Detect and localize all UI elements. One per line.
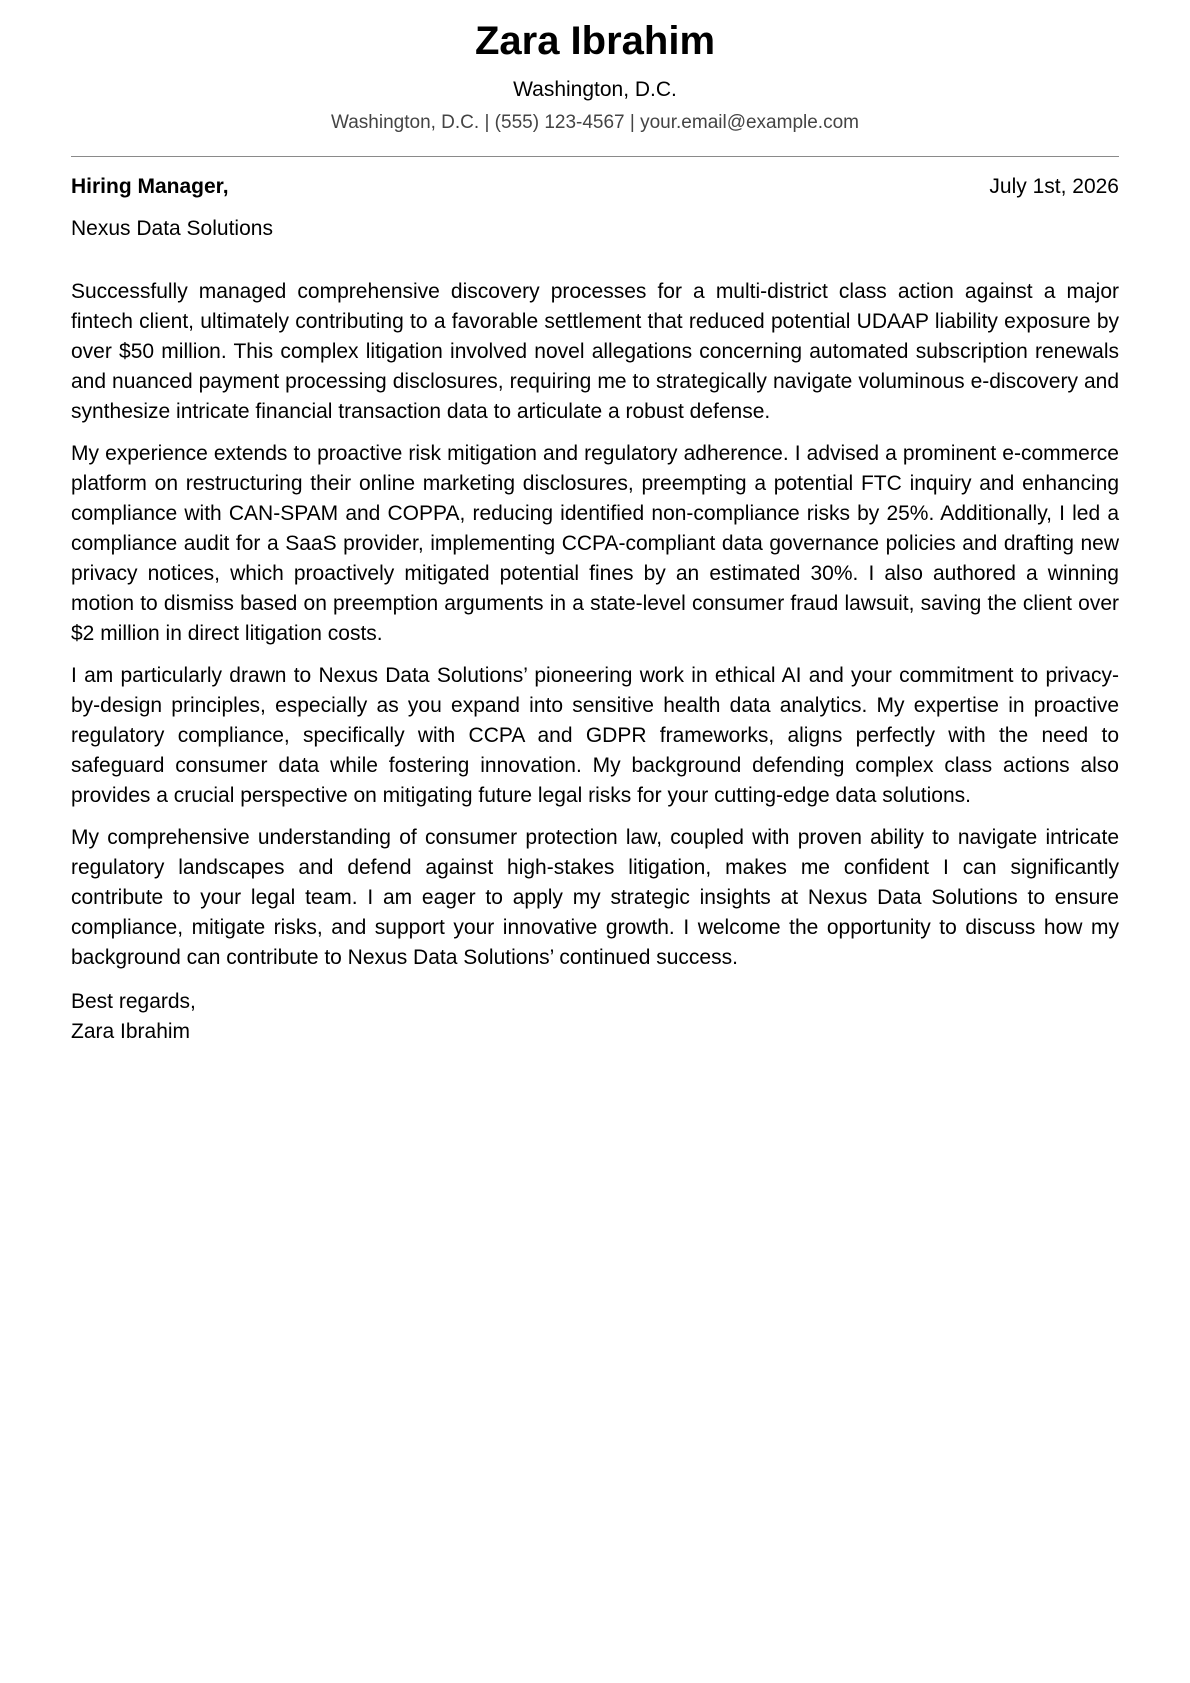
recipient-company: Nexus Data Solutions <box>71 217 273 240</box>
letter-closing <box>71 987 1119 1047</box>
sender-location: Washington, D.C. <box>513 78 677 101</box>
sender-name: Zara Ibrahim <box>474 19 716 63</box>
letter-header <box>71 0 1119 136</box>
recipient-salutation: Hiring Manager, <box>71 175 229 198</box>
body-paragraph: Successfully managed comprehensive discovery processes for a multi-district class action against a major fintech client, ultimately contributing to a favorable settlement that reduced potential UDAAP liability exposure by over $50 million. This complex litigation involved novel allegations concerning automated subscription renewals and nuanced payment processing disclosures, requiring me to strategically navigate voluminous e-discovery and synthesize intricate financial transaction data to articulate a robust defense. <box>71 280 1119 423</box>
body-paragraph: My comprehensive understanding of consumer protection law, coupled with proven ability to navigate intricate regulatory landscapes and defend against high-stakes litigation, makes me confident I can significantly contribute to your legal team. I am eager to apply my strategic insights at Nexus Data Solutions to ensure compliance, mitigate risks, and support your innovative growth. I welcome the opportunity to discuss how my background can contribute to Nexus Data Solutions’ continued success. <box>71 826 1119 969</box>
body-paragraph: My experience extends to proactive risk mitigation and regulatory adherence. I advised a prominent e-commerce platform on restructuring their online marketing disclosures, preempting a potential FTC inquiry and enhancing compliance with CAN-SPAM and COPPA, reducing identified non-compliance risks by 25%. Additionally, I led a compliance audit for a SaaS provider, implementing CCPA-compliant data governance policies and drafting new privacy notices, which proactively mitigated potential fines by an estimated 30%. I also authored a winning motion to dismiss based on preemption arguments in a state-level consumer fraud lawsuit, saving the client over $2 million in direct litigation costs. <box>71 442 1119 645</box>
letter-body <box>71 277 1119 973</box>
sender-contact-line: Washington, D.C. | (555) 123-4567 | your.email@example.com <box>331 112 859 133</box>
closing-salutation: Best regards, <box>71 990 196 1013</box>
recipient-date-row <box>71 173 1119 201</box>
header-divider <box>71 156 1119 157</box>
signature-name: Zara Ibrahim <box>71 1020 191 1043</box>
body-paragraph: I am particularly drawn to Nexus Data Solutions’ pioneering work in ethical AI and your commitment to privacy-by-design principles, especially as you expand into sensitive health data analytics. My expertise in proactive regulatory compliance, specifically with CCPA and GDPR frameworks, aligns perfectly with the need to safeguard consumer data while fostering innovation. My background defending complex class actions also provides a crucial perspective on mitigating future legal risks for your cutting-edge data solutions. <box>71 664 1119 807</box>
letter-date: July 1st, 2026 <box>989 175 1119 198</box>
